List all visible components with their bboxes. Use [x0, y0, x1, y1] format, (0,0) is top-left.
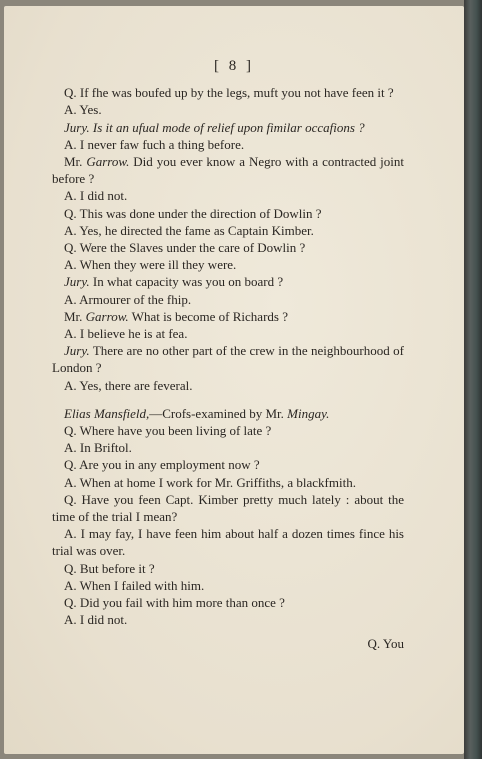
paragraph-l5 [52, 153, 404, 187]
text-span: A. Yes. [64, 102, 102, 118]
text-span: A. I never faw fuch a thing before. [64, 136, 245, 152]
paragraph-l17 [52, 405, 404, 422]
paragraph-l9 [52, 239, 404, 256]
text-span: Mr. [64, 308, 86, 324]
paragraph-l14 [52, 325, 404, 342]
text-span: A. When I failed with him. [64, 577, 205, 593]
text-span: Q. Are you in any employment now ? [64, 457, 260, 473]
text-span: A. Yes, there are feveral. [64, 377, 193, 393]
paragraph-l13 [52, 308, 404, 325]
text-span: Q. Have you feen Capt. Kimber pretty much lately : about the time of the trial I mean? [52, 491, 404, 525]
paragraph-l19 [52, 439, 404, 456]
paragraph-l2 [52, 101, 404, 118]
text-span: A. Armourer of the fhip. [64, 291, 192, 307]
paragraph-l11 [52, 273, 404, 290]
text-span: A. When at home I work for Mr. Griffiths, a blackfmith. [64, 474, 356, 490]
paragraph-l26 [52, 594, 404, 611]
text-span: A. I did not. [64, 188, 128, 204]
paragraph-l4 [52, 136, 404, 153]
italic-text: Jury. [64, 119, 90, 135]
paragraph-l10 [52, 256, 404, 273]
text-span: Q. Did you fail with him more than once ? [64, 595, 285, 611]
italic-text: Garrow. [85, 308, 129, 324]
text-span: Q. Were the Slaves under the care of Dowlin ? [64, 240, 306, 256]
catchword: Q. You [367, 635, 404, 651]
page-text [52, 58, 404, 652]
paragraph-l20 [52, 456, 404, 473]
paragraph-l22 [52, 491, 404, 525]
text-span: A. In Briftol. [64, 440, 132, 456]
paragraph-l16 [52, 377, 404, 394]
paragraph-l6 [52, 187, 404, 204]
text-span: A. I may fay, I have feen him about half a dozen times fince his trial was over. [52, 526, 404, 559]
text-span: A. When they were ill they were. [64, 257, 237, 273]
paragraph-l21 [52, 474, 404, 491]
text-span: —Crofs-examined by Mr. [149, 405, 288, 421]
paragraph-l23 [52, 525, 404, 559]
text-span: Q. If fhe was boufed up by the legs, muft you not have feen it ? [64, 85, 394, 101]
text-span: Q. This was done under the direction of Dowlin ? [64, 205, 322, 221]
text-span: In what capacity was you on board ? [89, 274, 284, 290]
italic-text: Jury. [64, 343, 90, 359]
text-span: A. I believe he is at fea. [64, 326, 188, 342]
paragraph-l8 [52, 222, 404, 239]
paragraph-l3 [52, 119, 404, 136]
paragraph-l7 [52, 205, 404, 222]
italic-text: Elias Mansfield, [64, 405, 150, 421]
text-span: A. Yes, he directed the fame as Captain Kimber. [64, 222, 314, 238]
italic-text: Jury. [64, 274, 90, 290]
paragraph-l12 [52, 291, 404, 308]
paragraph-l25 [52, 577, 404, 594]
text-span: Mr. [64, 154, 87, 170]
paragraph-l24 [52, 560, 404, 577]
text-span: A. I did not. [64, 612, 128, 628]
text-span: Q. But before it ? [64, 560, 155, 576]
italic-text: Garrow. [86, 154, 130, 170]
transcript-body [52, 84, 404, 628]
paragraph-l18 [52, 422, 404, 439]
text-span: There are no other part of the crew in the neighbourhood of London ? [52, 343, 404, 376]
paragraph-l1 [52, 84, 404, 101]
text-span: What is become of Richards ? [128, 308, 288, 324]
paragraph-l27 [52, 611, 404, 628]
italic-text: Is it an ufual mode of relief upon fimilar occafions ? [92, 119, 365, 135]
text-span: Did you ever know a Negro with a contracted joint before ? [52, 154, 404, 187]
paragraph-l15 [52, 342, 404, 376]
book-gutter [464, 0, 482, 759]
text-span: Q. Where have you been living of late ? [64, 423, 272, 439]
page-number: [ 8 ] [214, 58, 254, 74]
italic-text: Mingay. [287, 405, 330, 421]
